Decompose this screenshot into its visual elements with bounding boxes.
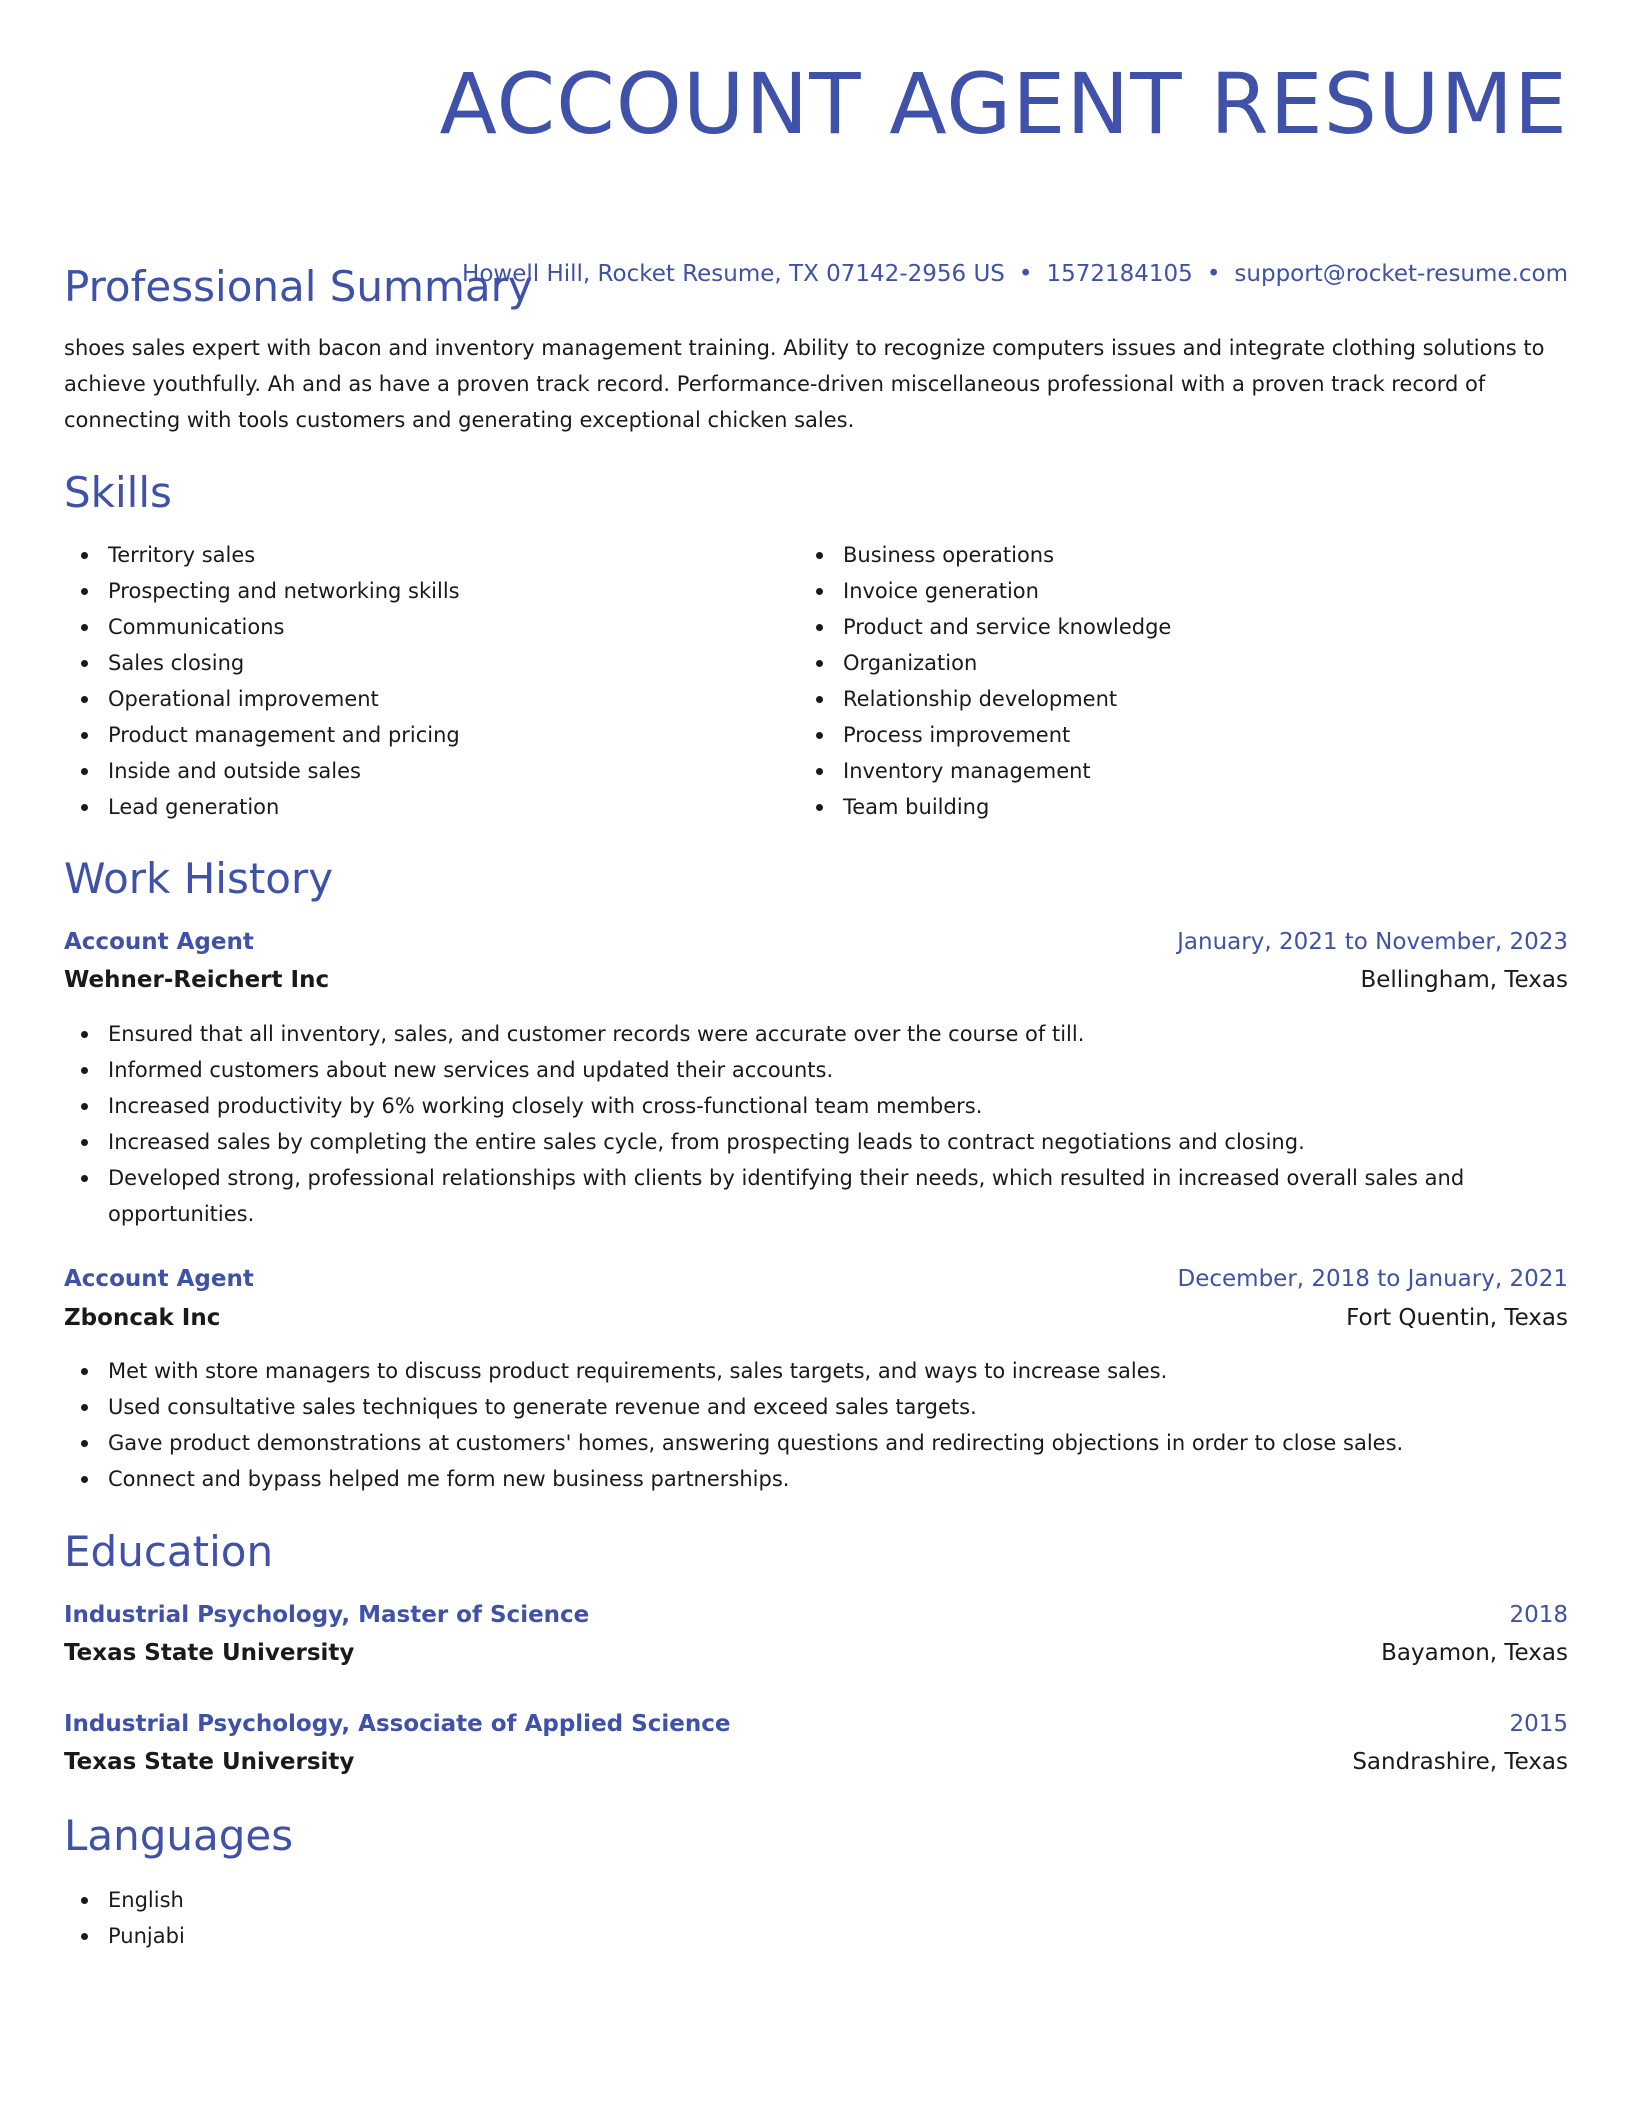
job-company: Zboncak Inc [64, 1305, 221, 1331]
work-heading: Work History [64, 854, 334, 903]
skill-item: Territory sales [64, 537, 764, 573]
language-item: Punjabi [64, 1918, 764, 1954]
contact-email[interactable]: support@rocket-resume.com [1234, 261, 1568, 287]
skill-item: Prospecting and networking skills [64, 573, 764, 609]
job-bullets [64, 1353, 1568, 1497]
job-bullet: Developed strong, professional relationships with clients by identifying their needs, which resulted in increased overall sales and opportunities. [64, 1160, 1568, 1232]
job-bullet: Used consultative sales techniques to generate revenue and exceed sales targets. [64, 1389, 1568, 1425]
contact-separator: • [1018, 261, 1033, 287]
education-subheader [64, 1746, 1568, 1778]
job-company: Wehner-Reichert Inc [64, 967, 330, 993]
education-degree: Industrial Psychology, Master of Science [64, 1602, 590, 1628]
skill-item: Invoice generation [799, 573, 1559, 609]
education-location: Bayamon, Texas [1381, 1640, 1568, 1666]
education-school: Texas State University [64, 1640, 355, 1666]
skills-list-left [64, 537, 764, 825]
job-header [64, 1263, 1568, 1295]
summary-heading: Professional Summary [64, 262, 533, 311]
job-dates: January, 2021 to November, 2023 [1177, 929, 1568, 955]
skill-item: Inventory management [799, 753, 1559, 789]
languages-heading: Languages [64, 1811, 294, 1860]
languages-list [64, 1882, 764, 1954]
skill-item: Relationship development [799, 681, 1559, 717]
job-bullet: Informed customers about new services and updated their accounts. [64, 1052, 1568, 1088]
job-role: Account Agent [64, 1266, 254, 1292]
job-bullet: Increased sales by completing the entire sales cycle, from prospecting leads to contract negotiations and closing. [64, 1124, 1568, 1160]
skills-list-right [799, 537, 1559, 825]
education-year: 2015 [1509, 1711, 1568, 1737]
education-subheader [64, 1637, 1568, 1669]
language-item: English [64, 1882, 764, 1918]
skill-item: Product and service knowledge [799, 609, 1559, 645]
skill-item: Process improvement [799, 717, 1559, 753]
education-header [64, 1599, 1568, 1631]
education-location: Sandrashire, Texas [1352, 1749, 1568, 1775]
skill-item: Team building [799, 789, 1559, 825]
job-dates: December, 2018 to January, 2021 [1177, 1266, 1568, 1292]
skill-item: Lead generation [64, 789, 764, 825]
skill-item: Business operations [799, 537, 1559, 573]
education-header [64, 1708, 1568, 1740]
skill-item: Sales closing [64, 645, 764, 681]
skill-item: Organization [799, 645, 1559, 681]
contact-phone: 1572184105 [1046, 261, 1193, 287]
job-bullet: Met with store managers to discuss product requirements, sales targets, and ways to increase sales. [64, 1353, 1568, 1389]
contact-separator: • [1206, 261, 1221, 287]
job-bullet: Increased productivity by 6% working closely with cross-functional team members. [64, 1088, 1568, 1124]
job-bullets [64, 1016, 1568, 1232]
job-header [64, 926, 1568, 958]
resume-title: ACCOUNT AGENT RESUME [439, 55, 1568, 153]
summary-text: shoes sales expert with bacon and inventory management training. Ability to recognize computers issues and integrate clothing solutions to achieve youthfully. Ah and as have a proven track record. Performance-driven miscellaneous professional with a proven track record of connecting with tools customers and generating exceptional chicken sales. [64, 336, 1545, 432]
job-location: Fort Quentin, Texas [1346, 1305, 1568, 1331]
skill-item: Communications [64, 609, 764, 645]
skills-heading: Skills [64, 468, 172, 517]
job-bullet: Ensured that all inventory, sales, and customer records were accurate over the course of till. [64, 1016, 1568, 1052]
job-role: Account Agent [64, 929, 254, 955]
education-degree: Industrial Psychology, Associate of Applied Science [64, 1711, 731, 1737]
contact-line [462, 258, 1568, 290]
skill-item: Product management and pricing [64, 717, 764, 753]
skill-item: Inside and outside sales [64, 753, 764, 789]
job-bullet: Gave product demonstrations at customers' homes, answering questions and redirecting objections in order to close sales. [64, 1425, 1568, 1461]
job-location: Bellingham, Texas [1360, 967, 1568, 993]
education-heading: Education [64, 1527, 274, 1576]
skill-item: Operational improvement [64, 681, 764, 717]
education-year: 2018 [1509, 1602, 1568, 1628]
education-school: Texas State University [64, 1749, 355, 1775]
job-subheader [64, 1302, 1568, 1334]
job-bullet: Connect and bypass helped me form new business partnerships. [64, 1461, 1568, 1497]
job-subheader [64, 964, 1568, 996]
contact-address: Howell Hill, Rocket Resume, TX 07142-2956 US [462, 261, 1005, 287]
